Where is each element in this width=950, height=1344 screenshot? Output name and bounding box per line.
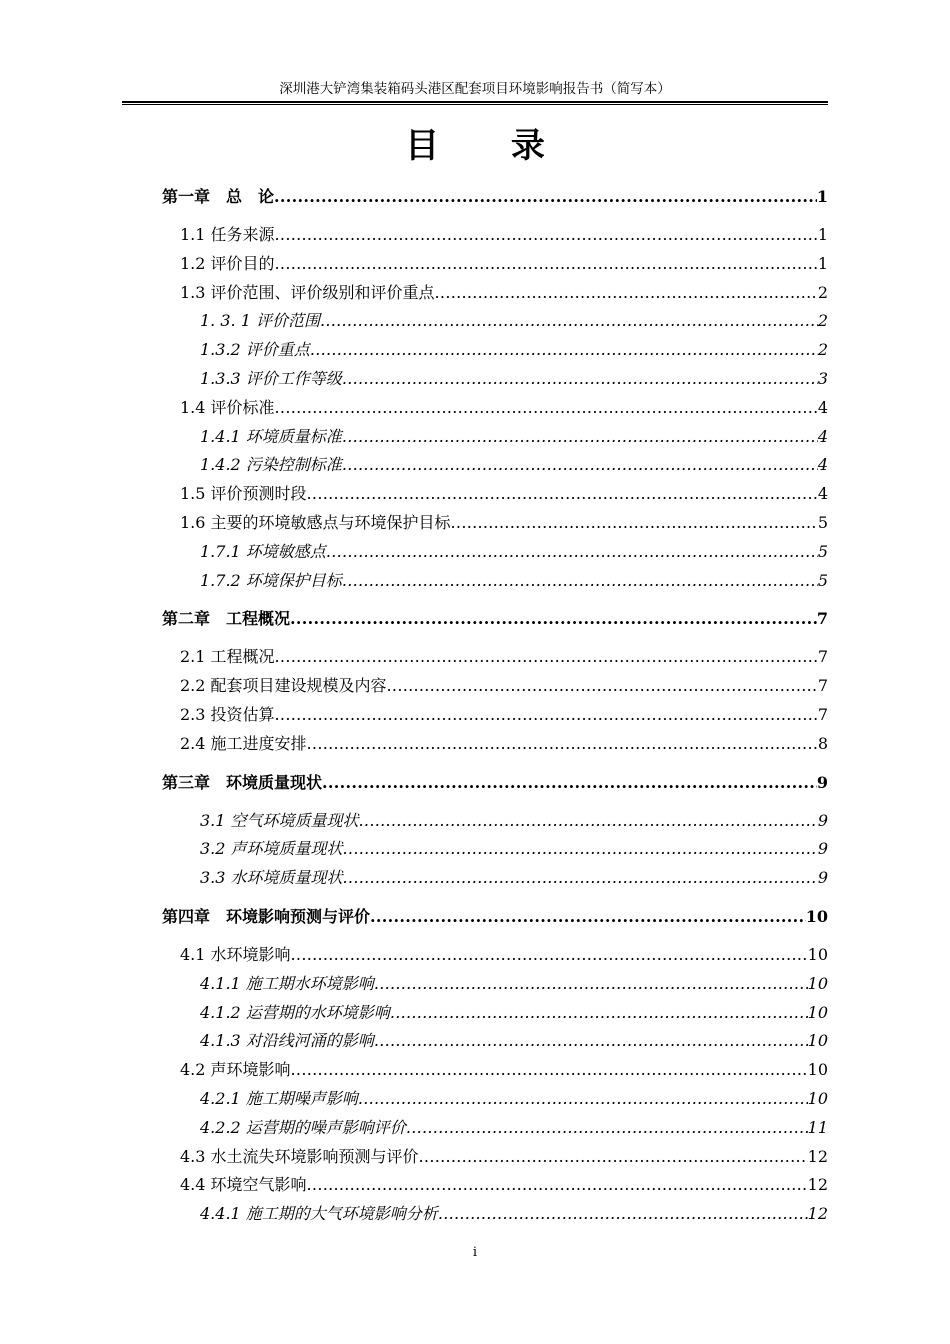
toc-entry-label: 1.3 评价范围、评价级别和评价重点 [180, 282, 435, 302]
toc-entry-page: 10 [805, 906, 828, 926]
toc-entry-page: 4 [817, 455, 828, 475]
toc-entry[interactable] [162, 423, 828, 452]
toc-entry[interactable] [162, 221, 828, 250]
toc-chapter-entry[interactable] [162, 769, 828, 797]
toc-entry-label: 1.3.3 评价工作等级 [200, 368, 342, 388]
toc-leader-dots [342, 423, 818, 452]
toc-entry[interactable] [162, 1171, 828, 1200]
toc-entry-page: 9 [817, 868, 828, 888]
toc-entry-label: 1.7.1 环境敏感点 [200, 541, 326, 561]
toc-entry-label: 2.1 工程概况 [180, 647, 275, 667]
toc-leader-dots [290, 605, 817, 633]
toc-entry-page: 3 [817, 368, 828, 388]
toc-chapter-entry[interactable] [162, 903, 828, 931]
toc-leader-dots [307, 730, 818, 759]
toc-entry[interactable] [162, 807, 828, 836]
toc-entry[interactable] [162, 1056, 828, 1085]
toc-leader-dots [435, 279, 818, 308]
toc-entry-label: 4.4 环境空气影响 [180, 1175, 307, 1195]
toc-entry-label: 3.1 空气环境质量现状 [200, 810, 359, 830]
toc-chapter-entry[interactable] [162, 605, 828, 633]
toc-entry-page: 12 [807, 1175, 828, 1195]
toc-entry[interactable] [162, 394, 828, 423]
toc-leader-dots [326, 538, 818, 567]
toc-leader-dots [307, 480, 818, 509]
toc-entry-page: 12 [807, 1204, 828, 1224]
toc-entry[interactable] [162, 509, 828, 538]
toc-entry-page: 9 [817, 839, 828, 859]
toc-entry-label: 1.4.2 污染控制标准 [200, 455, 342, 475]
toc-chapter-entry[interactable] [162, 183, 828, 211]
toc-leader-dots [275, 250, 818, 279]
toc-entry-label: 1.2 评价目的 [180, 253, 275, 273]
toc-entry[interactable] [162, 835, 828, 864]
toc-entry[interactable] [162, 480, 828, 509]
toc-entry-label: 4.3 水土流失环境影响预测与评价 [180, 1146, 419, 1166]
toc-leader-dots [343, 864, 818, 893]
toc-entry[interactable] [162, 1085, 828, 1114]
toc-leader-dots [275, 394, 818, 423]
running-header: 深圳港大铲湾集装箱码头港区配套项目环境影响报告书（简写本） [279, 81, 671, 97]
toc-entry-label: 4.2 声环境影响 [180, 1060, 291, 1080]
toc-entry-label: 3.2 声环境质量现状 [200, 839, 343, 859]
toc-entry[interactable] [162, 538, 828, 567]
page-title: 目 录 [405, 126, 575, 166]
toc-leader-dots [342, 567, 818, 596]
page-number: i [472, 1245, 478, 1260]
toc-entry-label: 4.2.2 运营期的噪声影响评价 [200, 1117, 406, 1137]
toc-leader-dots [374, 970, 808, 999]
toc-entry[interactable] [162, 250, 828, 279]
toc-entry-label: 4.1.1 施工期水环境影响 [200, 973, 374, 993]
toc-entry[interactable] [162, 941, 828, 970]
toc-entry-label: 1.4.1 环境质量标准 [200, 426, 342, 446]
toc-leader-dots [322, 769, 817, 797]
toc-entry-page: 7 [817, 704, 828, 724]
toc-entry[interactable] [162, 365, 828, 394]
toc-entry-label: 4.1 水环境影响 [180, 944, 291, 964]
toc-leader-dots [291, 941, 808, 970]
toc-entry[interactable] [162, 970, 828, 999]
toc-entry-page: 10 [807, 1060, 828, 1080]
toc-entry-page: 12 [807, 1146, 828, 1166]
toc-leader-dots [310, 336, 818, 365]
toc-leader-dots [406, 1114, 808, 1143]
toc-entry-page: 4 [817, 426, 828, 446]
toc-entry-page: 1 [816, 187, 828, 206]
toc-entry[interactable] [162, 1200, 828, 1229]
toc-entry-page: 9 [817, 810, 828, 830]
toc-entry-page: 1 [817, 253, 828, 273]
table-of-contents [162, 182, 828, 1229]
toc-entry-label: 2.4 施工进度安排 [180, 733, 307, 753]
toc-entry-page: 10 [807, 1031, 828, 1051]
toc-entry[interactable] [162, 1143, 828, 1172]
toc-leader-dots [342, 451, 818, 480]
toc-entry-label: 4.1.3 对沿线河涌的影响 [200, 1031, 374, 1051]
toc-leader-dots [275, 643, 818, 672]
toc-entry-label: 4.2.1 施工期噪声影响 [200, 1088, 358, 1108]
toc-entry-label: 3.3 水环境质量现状 [200, 868, 343, 888]
toc-entry-page: 2 [817, 311, 828, 331]
toc-entry-page: 9 [816, 772, 828, 792]
toc-entry-label: 4.4.1 施工期的大气环境影响分析 [200, 1204, 438, 1224]
toc-entry[interactable] [162, 730, 828, 759]
toc-entry-page: 5 [817, 512, 828, 532]
toc-entry-label: 第四章 环境影响预测与评价 [162, 906, 371, 926]
toc-entry[interactable] [162, 999, 828, 1028]
toc-leader-dots [343, 835, 818, 864]
toc-leader-dots [370, 903, 806, 931]
toc-entry-page: 4 [817, 484, 828, 504]
toc-entry-label: 1. 3. 1 评价范围 [200, 311, 320, 331]
toc-entry-page: 8 [817, 733, 828, 753]
toc-entry-page: 2 [817, 340, 828, 360]
toc-leader-dots [359, 807, 818, 836]
toc-entry-label: 第一章 总 论 [162, 187, 275, 206]
toc-entry-label: 2.3 投资估算 [180, 704, 275, 724]
toc-entry-page: 10 [807, 973, 828, 993]
toc-entry[interactable] [162, 864, 828, 893]
toc-leader-dots [374, 1027, 808, 1056]
toc-entry-page: 7 [817, 647, 828, 667]
toc-leader-dots [342, 365, 818, 394]
toc-entry-label: 1.7.2 环境保护目标 [200, 570, 342, 590]
toc-leader-dots [419, 1143, 808, 1172]
toc-leader-dots [438, 1200, 808, 1229]
toc-entry-page: 5 [817, 541, 828, 561]
toc-entry-page: 10 [807, 1088, 828, 1108]
toc-entry-page: 11 [807, 1117, 828, 1137]
toc-leader-dots [275, 221, 818, 250]
header-rule [122, 101, 828, 105]
toc-entry-label: 1.1 任务来源 [180, 225, 275, 244]
toc-entry-label: 2.2 配套项目建设规模及内容 [180, 676, 387, 696]
toc-entry[interactable] [162, 701, 828, 730]
toc-entry[interactable] [162, 279, 828, 308]
toc-entry-label: 1.6 主要的环境敏感点与环境保护目标 [180, 512, 451, 532]
toc-leader-dots [358, 1085, 808, 1114]
toc-entry-label: 4.1.2 运营期的水环境影响 [200, 1002, 390, 1022]
toc-leader-dots [387, 672, 818, 701]
toc-entry-page: 1 [817, 225, 828, 244]
toc-entry-label: 1.3.2 评价重点 [200, 340, 310, 360]
toc-entry[interactable] [162, 567, 828, 596]
toc-entry-page: 10 [807, 1002, 828, 1022]
toc-entry[interactable] [162, 1027, 828, 1056]
toc-entry-label: 第二章 工程概况 [162, 609, 291, 629]
toc-entry[interactable] [162, 672, 828, 701]
toc-entry-page: 7 [817, 676, 828, 696]
toc-entry-page: 4 [817, 397, 828, 417]
toc-leader-dots [275, 701, 818, 730]
toc-entry-label: 第三章 环境质量现状 [162, 772, 323, 792]
toc-entry-label: 1.4 评价标准 [180, 397, 275, 417]
toc-entry-page: 10 [807, 944, 828, 964]
toc-entry[interactable] [162, 336, 828, 365]
toc-leader-dots [307, 1171, 808, 1200]
toc-leader-dots [451, 509, 818, 538]
toc-leader-dots [320, 307, 818, 336]
toc-entry-page: 5 [817, 570, 828, 590]
toc-entry[interactable] [162, 307, 828, 336]
toc-entry-label: 1.5 评价预测时段 [180, 484, 307, 504]
toc-entry-page: 7 [816, 609, 828, 629]
toc-entry-page: 2 [817, 282, 828, 302]
toc-leader-dots [291, 1056, 808, 1085]
toc-leader-dots [274, 183, 817, 211]
toc-entry[interactable] [162, 1114, 828, 1143]
toc-entry[interactable] [162, 643, 828, 672]
toc-entry[interactable] [162, 451, 828, 480]
toc-leader-dots [390, 999, 808, 1028]
